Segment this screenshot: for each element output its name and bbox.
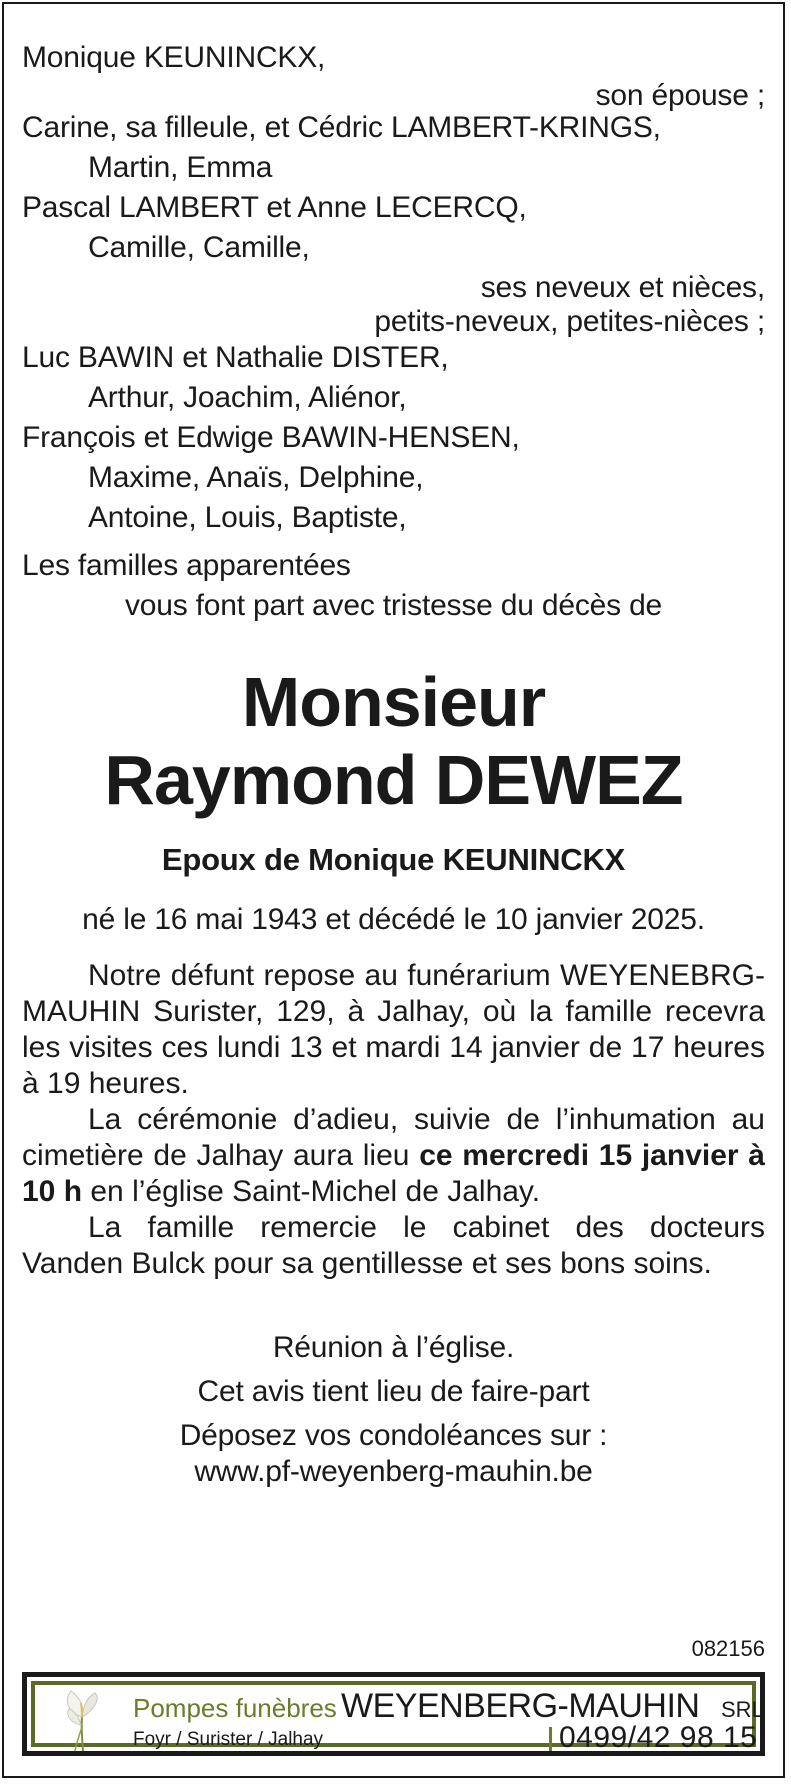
family-line-8: petits-neveux, petites-nièces ;	[374, 305, 765, 338]
funeral-home-name: WEYENBERG-MAUHIN	[341, 1687, 700, 1725]
ceremony-paragraph	[22, 1102, 765, 1210]
family-line-10: Arthur, Joachim, Aliénor,	[88, 381, 407, 414]
family-line-2: son épouse ;	[595, 79, 765, 112]
condolences-website-link[interactable]: www.pf-weyenberg-mauhin.be	[194, 1455, 593, 1488]
family-line-6: Camille, Camille,	[88, 231, 310, 264]
banner-prefix: Pompes funèbres	[133, 1693, 337, 1723]
family-line-5: Pascal LAMBERT et Anne LECERCQ,	[22, 191, 527, 224]
funeral-home-phone[interactable]: 0499/42 98 15	[559, 1721, 758, 1754]
banner-frame	[31, 1681, 764, 1754]
reunion-line: Réunion à l’église.	[272, 1331, 515, 1364]
ceremony-date: ce mercredi 15 janvier à 10 h	[22, 1139, 765, 1208]
body-text	[22, 958, 765, 1282]
phone-separator	[549, 1727, 552, 1751]
thanks-paragraph: La famille remercie le cabinet des docteurs Vanden Bulck pour sa gentillesse et ses bons soins.	[22, 1211, 765, 1280]
faire-part-line: Cet avis tient lieu de faire-part	[197, 1375, 590, 1408]
spouse-line: Epoux de Monique KEUNINCKX	[161, 842, 626, 877]
reference-number: 082156	[691, 1636, 765, 1661]
family-line-13: Antoine, Louis, Baptiste,	[88, 501, 407, 534]
deceased-name: Raymond DEWEZ	[104, 741, 683, 819]
calla-lily-icon	[55, 1687, 111, 1753]
obituary-notice	[2, 2, 785, 1778]
condolences-line: Déposez vos condoléances sur :	[179, 1419, 608, 1452]
company-suffix: SRL	[721, 1697, 764, 1722]
family-line-11: François et Edwige BAWIN-HENSEN,	[22, 421, 520, 454]
announcement-line: vous font part avec tristesse du décès de	[124, 589, 663, 622]
ceremony-text-start: La cérémonie d’adieu, suivie de l’inhumation au cimetière de Jalhay aura lieu	[22, 1103, 765, 1172]
family-line-4: Martin, Emma	[88, 151, 273, 184]
family-line-1: Monique KEUNINCKX,	[22, 41, 326, 74]
family-line-7: ses neveux et nièces,	[480, 271, 765, 304]
funeral-home-banner	[22, 1672, 765, 1756]
family-line-9: Luc BAWIN et Nathalie DISTER,	[22, 341, 449, 374]
family-line-12: Maxime, Anaïs, Delphine,	[88, 461, 424, 494]
deceased-title: Monsieur	[241, 663, 546, 741]
birth-death-dates: né le 16 mai 1943 et décédé le 10 janvier 2025.	[82, 903, 705, 936]
family-line-3: Carine, sa filleule, et Cédric LAMBERT-KRINGS,	[22, 111, 661, 144]
family-line-14: Les familles apparentées	[22, 549, 351, 582]
visitation-paragraph: Notre défunt repose au funérarium WEYENEBRG-MAUHIN Surister, 129, à Jalhay, où la famille recevra les visites ces lundi 13 et mardi 14 janvier de 17 heures à 19 heures.	[22, 959, 765, 1100]
ceremony-text-end: en l’église Saint-Michel de Jalhay.	[82, 1175, 541, 1208]
funeral-home-locations: Foyr / Surister / Jalhay	[133, 1729, 324, 1750]
